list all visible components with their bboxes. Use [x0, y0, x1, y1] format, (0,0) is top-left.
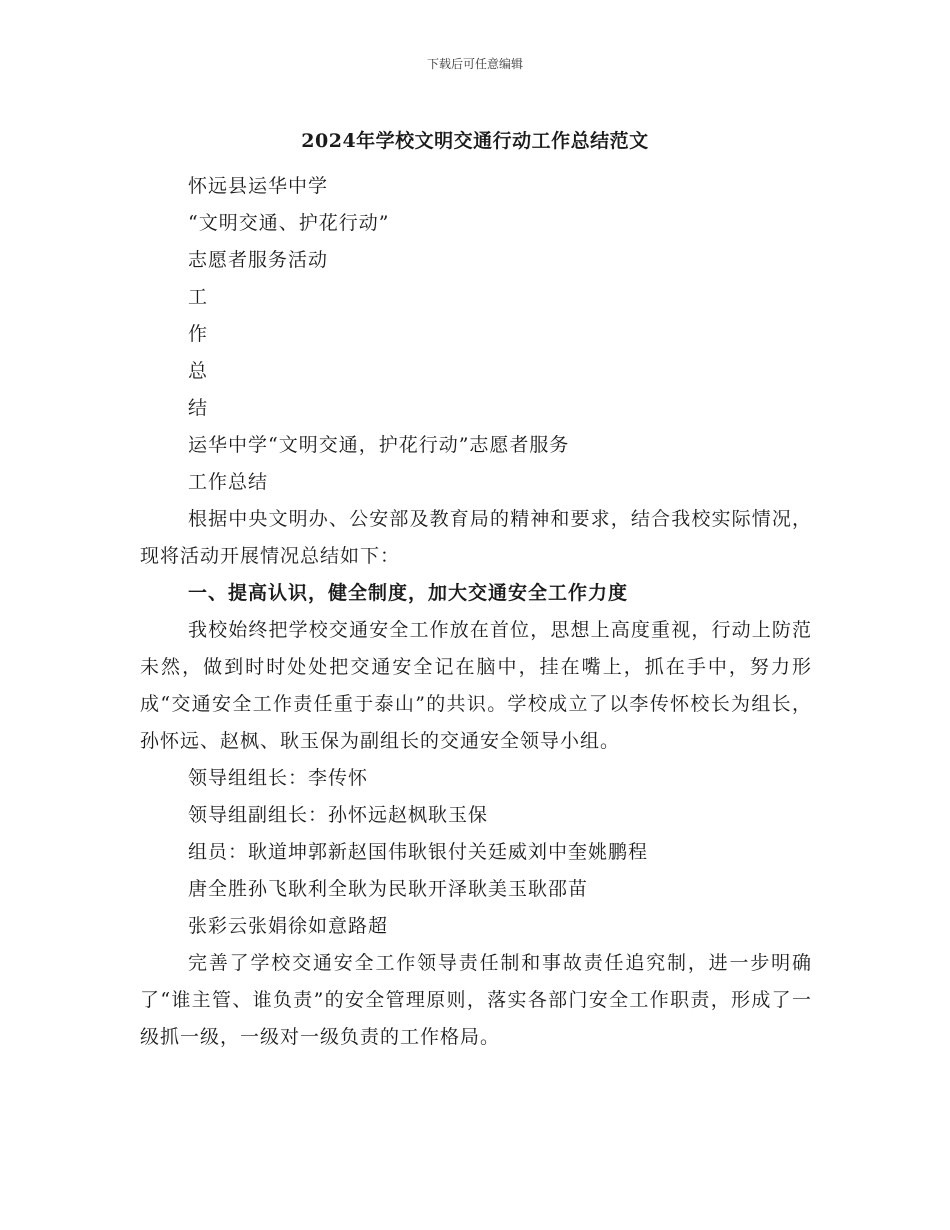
section1-paragraph-2: 完善了学校交通安全工作领导责任制和事故责任追究制，进一步明确了“谁主管、谁负责”的安全管理原则，落实各部门安全工作职责，形成了一级抓一级，一级对一级负责的工作格局。 [140, 952, 812, 1048]
subtitle-line-2: 工作总结 [188, 471, 269, 493]
vertical-char-1: 工 [188, 286, 209, 308]
vertical-char-4: 结 [188, 397, 209, 419]
members-line-1: 组员：耿道坤郭新赵国伟耿银付关廷威刘中奎姚鹏程 [188, 841, 649, 863]
vice-leaders-line: 领导组副组长：孙怀远赵枫耿玉保 [188, 804, 489, 826]
vertical-char-2: 作 [188, 323, 209, 345]
leader-line: 领导组组长：李传怀 [188, 767, 369, 789]
document-title: 2024年学校文明交通行动工作总结范文 [301, 130, 649, 152]
section-heading-1: 一、提高认识，健全制度，加大交通安全工作力度 [188, 582, 629, 604]
document-body [140, 168, 812, 1056]
vertical-char-3: 总 [188, 360, 209, 382]
activity-name: 志愿者服务活动 [188, 249, 329, 271]
activity-slogan: “文明交通、护花行动” [188, 212, 390, 234]
members-line-2: 唐全胜孙飞耿利全耿为民耿开泽耿美玉耿邵苗 [188, 878, 589, 900]
header-note: 下载后可任意编辑 [426, 57, 523, 71]
school-name: 怀远县运华中学 [188, 175, 329, 197]
intro-paragraph: 根据中央文明办、公安部及教育局的精神和要求，结合我校实际情况，现将活动开展情况总结如下： [140, 508, 812, 567]
section1-paragraph-1: 我校始终把学校交通安全工作放在首位，思想上高度重视，行动上防范未然，做到时时处处把交通安全记在脑中，挂在嘴上，抓在手中，努力形成“交通安全工作责任重于泰山”的共识。学校成立了以李传怀校长为组长，孙怀远、赵枫、耿玉保为副组长的交通安全领导小组。 [140, 619, 812, 752]
members-line-3: 张彩云张娟徐如意路超 [188, 915, 389, 937]
subtitle-line-1: 运华中学“文明交通，护花行动”志愿者服务 [188, 434, 570, 456]
